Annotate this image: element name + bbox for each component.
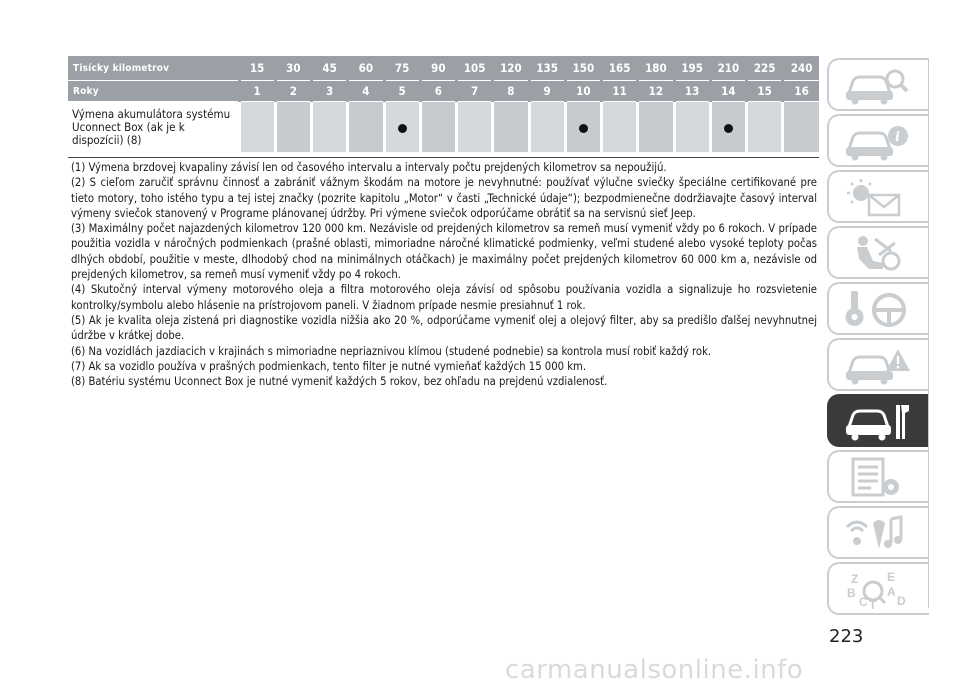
spec-list-icon xyxy=(843,457,913,499)
index-letter: B xyxy=(847,586,856,600)
interval-cell xyxy=(275,102,311,153)
year-header-cell: 3 xyxy=(312,81,348,102)
footnote: (7) Ak sa vozidlo používa v prašných podmienkach, tento filter je nutné vymieňať každých 15 000 km. xyxy=(71,359,587,373)
interval-cell xyxy=(783,102,819,153)
footnote: (8) Batériu systému Uconnect Box je nutné vymeniť každých 5 rokov, bez ohľadu na prejdenú vzdialenosť. xyxy=(71,375,608,389)
km-header-cell: 120 xyxy=(493,56,529,81)
interval-cell xyxy=(457,102,493,153)
tab-multimedia[interactable] xyxy=(827,506,929,559)
maintenance-table xyxy=(68,56,819,152)
footnote: (1) Výmena brzdovej kvapaliny závisí len od časového intervalu a intervaly počtu prejdených kilometrov sa nepoužijú. xyxy=(71,161,667,174)
tab-emergency[interactable] xyxy=(827,338,929,391)
km-header-cell: 210 xyxy=(710,56,746,81)
alphabet-index-icon xyxy=(843,569,913,611)
km-header-cell: 60 xyxy=(348,56,384,81)
index-letter: D xyxy=(897,594,906,608)
km-header-cell: 75 xyxy=(384,56,420,81)
year-header-cell: 4 xyxy=(348,81,384,102)
year-header-cell: 9 xyxy=(529,81,565,102)
footnote: (2) S cieľom zaručiť správnu činnosť a zabrániť vážnym škodám na motore je nevyhnutné: používať výlučne sviečky špeciálne certifikované pre tieto motory, toho istého typu a tej istej značky (pozrite kapitolu „Motor“ v časti „Technické údaje“); bezpodmienečne dodržiavajte časový interval výmeny sviečok stanovený v Programe plánovanej údržby. Pri výmene sviečok odporúčame obrátiť sa na servisnú sieť Jeep. xyxy=(71,176,817,220)
tab-technical-specs[interactable] xyxy=(827,450,929,503)
battery-item-label: Výmena akumulátora systému Uconnect Box (ak je k dispozícii) (8) xyxy=(68,102,239,153)
years-label: Roky xyxy=(68,81,239,102)
km-header-cell: 180 xyxy=(638,56,674,81)
warning-light-message-icon xyxy=(843,177,913,219)
interval-cell xyxy=(384,102,420,153)
interval-cell xyxy=(312,102,348,153)
year-header-cell: 2 xyxy=(275,81,311,102)
interval-cell xyxy=(602,102,638,153)
index-letter: A xyxy=(887,585,896,599)
multimedia-icon xyxy=(843,513,913,555)
svg-text:i: i xyxy=(895,130,900,145)
table-bottom-rule xyxy=(68,157,819,158)
battery-row xyxy=(68,102,819,153)
tab-servicing-maintenance[interactable] xyxy=(827,394,929,447)
replacement-dot-icon xyxy=(579,124,588,133)
km-header-cell: 135 xyxy=(529,56,565,81)
year-header-cell: 6 xyxy=(420,81,456,102)
page-number: 223 xyxy=(829,626,864,647)
year-header-cell: 16 xyxy=(783,81,819,102)
watermark: carmanualsonline.info xyxy=(505,655,804,685)
year-header-cell: 11 xyxy=(602,81,638,102)
kilometers-row xyxy=(68,56,819,81)
interval-cell xyxy=(565,102,601,153)
car-search-icon xyxy=(843,65,913,107)
chapter-sidebar xyxy=(827,58,929,618)
index-letter: E xyxy=(887,570,896,584)
year-header-cell: 15 xyxy=(747,81,783,102)
km-header-cell: 90 xyxy=(420,56,456,81)
interval-cell xyxy=(420,102,456,153)
steering-key-icon xyxy=(843,289,913,331)
replacement-dot-icon xyxy=(724,124,733,133)
footnote: (4) Skutočný interval výmeny motorového oleja a filtra motorového oleja závisí od spôsobu používania vozidla a signalizuje ho rozsvietenie kontrolky/symbolu alebo hlásenie na prístrojovom paneli. V žiadnom prípade nesmie presiahnuť 1 rok. xyxy=(71,283,817,312)
tab-warning-lights[interactable] xyxy=(827,170,929,223)
year-header-cell: 14 xyxy=(710,81,746,102)
km-header-cell: 150 xyxy=(565,56,601,81)
replacement-dot-icon xyxy=(398,124,407,133)
km-header-cell: 195 xyxy=(674,56,710,81)
car-warning-icon xyxy=(843,345,913,387)
km-header-cell: 30 xyxy=(275,56,311,81)
interval-cell xyxy=(674,102,710,153)
index-letter: T xyxy=(869,598,877,611)
km-header-cell: 15 xyxy=(239,56,275,81)
tab-car-search[interactable] xyxy=(827,58,929,111)
index-letter: C xyxy=(859,595,868,609)
car-info-icon xyxy=(843,121,913,163)
sidebar-edge-line xyxy=(928,60,929,608)
km-header-cell: 105 xyxy=(457,56,493,81)
year-header-cell: 5 xyxy=(384,81,420,102)
year-header-cell: 8 xyxy=(493,81,529,102)
tab-index[interactable] xyxy=(827,562,929,615)
km-header-cell: 225 xyxy=(747,56,783,81)
tab-starting-driving[interactable] xyxy=(827,282,929,335)
airbag-seat-icon xyxy=(843,233,913,275)
interval-cell xyxy=(710,102,746,153)
km-header-cell: 45 xyxy=(312,56,348,81)
interval-cell xyxy=(638,102,674,153)
year-header-cell: 12 xyxy=(638,81,674,102)
index-letter: Z xyxy=(851,572,859,586)
car-wrench-icon xyxy=(843,401,913,443)
years-row xyxy=(68,81,819,102)
footnote: (3) Maximálny počet najazdených kilometrov 120 000 km. Nezávisle od prejdených kilometrov sa remeň musí vymeniť vždy po 6 rokoch. V prípade použitia vozidla v náročných podmienkach (prašné oblasti, mimoriadne náročné klimatické podmienky, veľmi studené alebo vysoké teploty počas dlhých období, použitie v meste, dlhodobý chod na minimálnych otáčkach) je maximálny počet prejdených kilometrov 60 000 km a, nezávisle od prejdených kilometrov, sa remeň musí vymeniť vždy po 4 rokoch. xyxy=(71,222,817,282)
km-header-cell: 165 xyxy=(602,56,638,81)
interval-cell xyxy=(493,102,529,153)
interval-cell xyxy=(529,102,565,153)
tab-car-info[interactable] xyxy=(827,114,929,167)
tab-safety[interactable] xyxy=(827,226,929,279)
year-header-cell: 13 xyxy=(674,81,710,102)
year-header-cell: 7 xyxy=(457,81,493,102)
interval-cell xyxy=(239,102,275,153)
footnotes xyxy=(71,160,817,389)
interval-cell xyxy=(348,102,384,153)
kilometers-label: Tisícky kilometrov xyxy=(68,56,239,81)
km-header-cell: 240 xyxy=(783,56,819,81)
year-header-cell: 10 xyxy=(565,81,601,102)
footnote: (6) Na vozidlách jazdiacich v krajinách s mimoriadne nepriaznivou klímou (studené podnebie) sa kontrola musí robiť každý rok. xyxy=(71,344,712,358)
footnote: (5) Ak je kvalita oleja zistená pri diagnostike vozidla nižšia ako 20 %, odporúčame vymeniť olej a olejový filter, aby sa predišlo ďalšej nevyhnutnej údržbe v krátkej dobe. xyxy=(71,313,817,343)
interval-cell xyxy=(747,102,783,153)
year-header-cell: 1 xyxy=(239,81,275,102)
